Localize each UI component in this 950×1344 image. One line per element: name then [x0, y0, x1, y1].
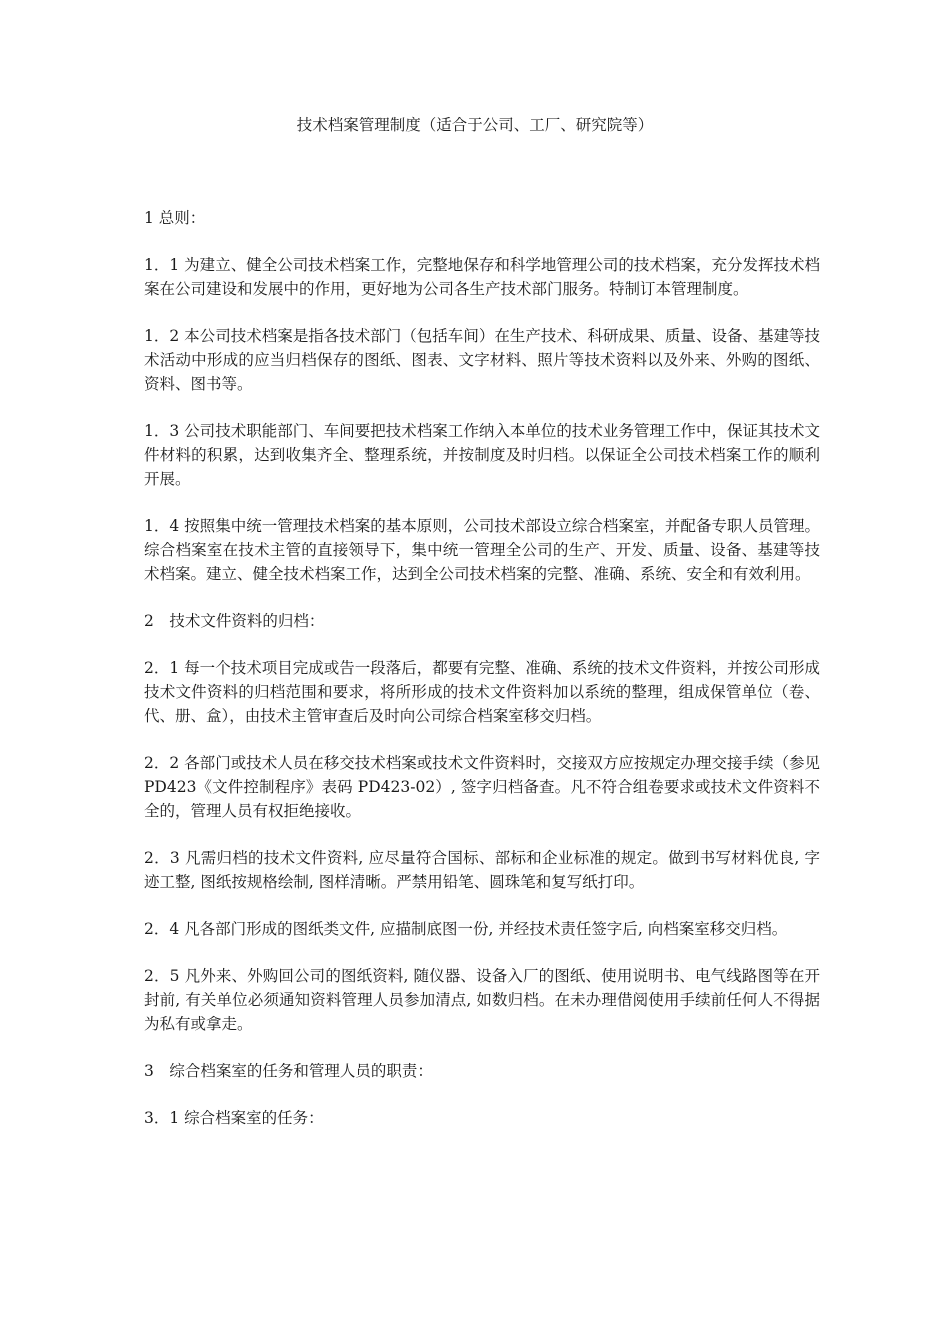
paragraph-1-4: 1．4 按照集中统一管理技术档案的基本原则，公司技术部设立综合档案室，并配备专职人员管理。综合档案室在技术主管的直接领导下，集中统一管理全公司的生产、开发、质量、设备、基建等技术档案。建立、健全技术档案工作，达到全公司技术档案的完整、准确、系统、安全和有效利用。	[144, 517, 820, 583]
paragraph-1-3: 1．3 公司技术职能部门、车间要把技术档案工作纳入本单位的技术业务管理工作中，保证其技术文件材料的积累，达到收集齐全、整理系统，并按制度及时归档。以保证全公司技术档案工作的顺利开展。	[144, 422, 820, 488]
section-heading-archive-room: 3 综合档案室的任务和管理人员的职责：	[144, 1062, 433, 1080]
section-heading-general: 1 总则：	[144, 209, 206, 227]
paragraph-1-1: 1．1 为建立、健全公司技术档案工作，完整地保存和科学地管理公司的技术档案，充分发挥技术档案在公司建设和发展中的作用，更好地为公司各生产技术部门服务。特制订本管理制度。	[144, 256, 820, 298]
paragraph-1-2: 1．2 本公司技术档案是指各技术部门（包括车间）在生产技术、科研成果、质量、设备、基建等技术活动中形成的应当归档保存的图纸、图表、文字材料、照片等技术资料以及外来、外购的图纸、资料、图书等。	[144, 327, 820, 393]
paragraph-2-1: 2．1 每一个技术项目完成或告一段落后，都要有完整、准确、系统的技术文件资料，并按公司形成技术文件资料的归档范围和要求，将所形成的技术文件资料加以系统的整理，组成保管单位（卷、代、册、盒），由技术主管审查后及时向公司综合档案室移交归档。	[144, 659, 820, 725]
section-heading-archiving: 2 技术文件资料的归档：	[144, 612, 325, 630]
paragraph-2-5: 2．5 凡外来、外购回公司的图纸资料, 随仪器、设备入厂的图纸、使用说明书、电气线路图等在开封前, 有关单位必须通知资料管理人员参加清点, 如数归档。在未办理借阅使用手续前任何人不得据为私有或拿走。	[144, 967, 820, 1033]
paragraph-3-1: 3．1 综合档案室的任务：	[144, 1109, 324, 1127]
paragraph-2-4: 2．4 凡各部门形成的图纸类文件, 应描制底图一份, 并经技术责任签字后, 向档案室移交归档。	[144, 920, 788, 938]
document-title: 技术档案管理制度（适合于公司、工厂、研究院等）	[296, 116, 654, 134]
paragraph-2-2: 2．2 各部门或技术人员在移交技术档案或技术文件资料时，交接双方应按规定办理交接手续（参见 PD423《文件控制程序》表码 PD423-02）, 签字归档备查。凡不符合组卷要求或技术文件资料不全的，管理人员有权拒绝接收。	[144, 754, 820, 820]
paragraph-2-3: 2．3 凡需归档的技术文件资料, 应尽量符合国标、部标和企业标准的规定。做到书写材料优良, 字迹工整, 图纸按规格绘制, 图样清晰。严禁用铅笔、圆珠笔和复写纸打印。	[144, 849, 820, 891]
document-body	[144, 206, 820, 1153]
